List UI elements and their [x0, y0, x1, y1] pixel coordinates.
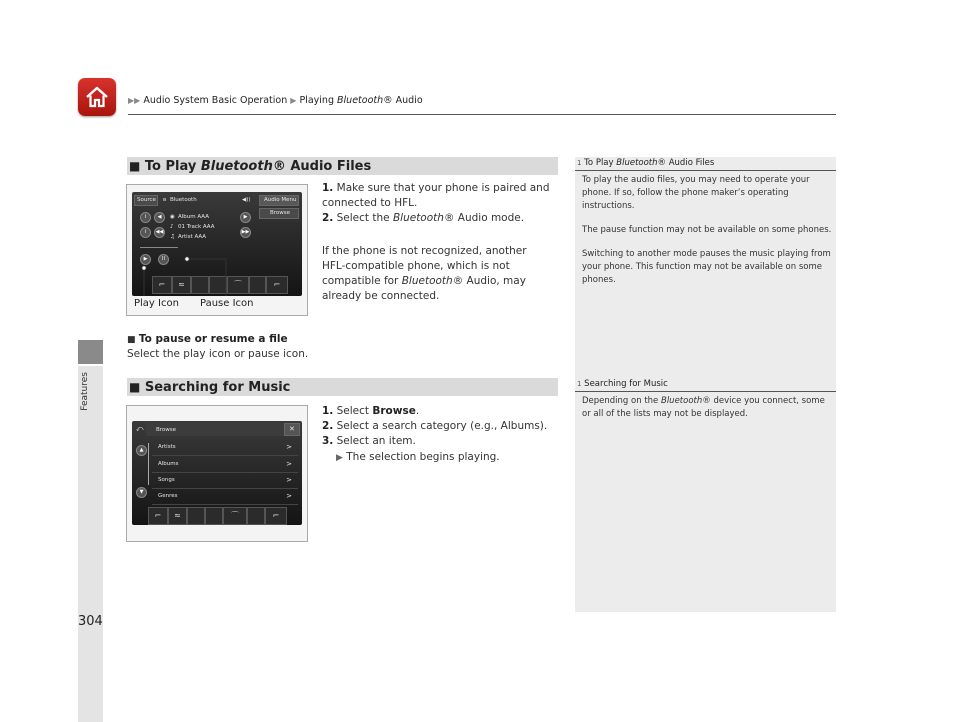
- step-text-post: ® Audio mode.: [443, 212, 525, 224]
- skip-back-icon[interactable]: ◀◀: [154, 227, 165, 238]
- callout-lines: [126, 255, 236, 300]
- subheading-pause-resume: [127, 332, 288, 348]
- arrow-icon: ▶: [336, 453, 343, 463]
- car-button[interactable]: ⌒: [223, 507, 247, 525]
- close-icon: ✕: [289, 425, 295, 433]
- step-text: Make sure that your phone is paired and connected to HFL.: [322, 182, 550, 209]
- header-rule: [128, 114, 836, 115]
- note-paragraph: Switching to another mode pauses the music playing from your phone. This function may not be available on some phones.: [582, 249, 831, 285]
- square-bullet-icon: ■: [129, 159, 141, 173]
- blank-button[interactable]: [247, 507, 265, 525]
- pause-icon-callout: Pause Icon: [200, 298, 254, 309]
- info-icon[interactable]: i: [140, 212, 151, 223]
- step-number: 1.: [322, 182, 334, 194]
- chevron-right-icon: >: [286, 492, 292, 500]
- list-item[interactable]: [152, 439, 298, 456]
- fan-button[interactable]: ≈: [172, 276, 191, 294]
- note-icon: 1: [577, 159, 582, 167]
- browse-screen: [132, 421, 302, 525]
- back-icon[interactable]: ⤺: [136, 425, 144, 433]
- step-number: 3.: [322, 435, 334, 447]
- step-text: Select a search category (e.g., Albums).: [336, 420, 548, 432]
- source-label: Source: [137, 197, 156, 203]
- track-name: 01 Track AAA: [178, 224, 215, 230]
- breadcrumb: [128, 95, 423, 106]
- step-2: [322, 211, 552, 226]
- note-paragraph: The pause function may not be available on some phones.: [582, 225, 832, 235]
- para-em: Bluetooth: [401, 275, 453, 287]
- chapter-label: Features: [80, 372, 90, 411]
- step-text-post: .: [415, 405, 420, 417]
- chevron-right-icon: >: [286, 443, 292, 451]
- breadcrumb-item-suffix: ® Audio: [383, 95, 423, 106]
- list-item[interactable]: [152, 456, 298, 473]
- home-button[interactable]: [78, 78, 116, 116]
- step-text-bold: Browse: [372, 405, 416, 417]
- home-icon: [84, 84, 110, 110]
- list-item[interactable]: [152, 488, 298, 505]
- chapter-strip: [78, 366, 103, 722]
- breadcrumb-item[interactable]: Audio System Basic Operation: [143, 95, 288, 106]
- seat-left-button[interactable]: ⌐: [152, 276, 172, 294]
- car-button[interactable]: ⌒: [227, 276, 249, 294]
- chapter-tab[interactable]: [78, 340, 103, 364]
- section-title: Searching for Music: [144, 380, 291, 395]
- scroll-down-icon[interactable]: ▼: [136, 487, 147, 498]
- step-text-em: Bluetooth: [392, 212, 444, 224]
- note-body-pre: Depending on the: [582, 396, 661, 406]
- para-post: ® Audio, may already be connected.: [322, 275, 526, 302]
- section-title-post: ® Audio Files: [272, 159, 372, 174]
- step-number: 2.: [322, 212, 334, 224]
- bluetooth-label: Bluetooth: [170, 197, 197, 203]
- page-number: 304: [78, 614, 103, 629]
- step-text-pre: Select: [336, 405, 373, 417]
- note-head-post: ® Audio Files: [657, 158, 715, 168]
- browse-label: Browse: [270, 210, 291, 216]
- step-result: [336, 450, 556, 466]
- note-body-search: [582, 395, 832, 421]
- note-head-em: Bluetooth: [616, 158, 658, 168]
- note-paragraph: [322, 244, 550, 304]
- step-1: [322, 404, 552, 419]
- section-title-pre: To Play: [144, 159, 201, 174]
- breadcrumb-item[interactable]: Playing: [299, 95, 338, 106]
- repeat-icon[interactable]: i: [140, 227, 151, 238]
- list-item-label: Genres: [158, 493, 178, 499]
- play-icon-callout: Play Icon: [134, 298, 179, 309]
- note-icon: 1: [577, 380, 582, 388]
- step-number: 1.: [322, 405, 334, 417]
- fan-button[interactable]: ≈: [168, 507, 187, 525]
- section-heading-play-bluetooth: [127, 157, 558, 175]
- note-head-pre: To Play: [584, 158, 617, 168]
- artist-icon: ♫: [170, 234, 175, 240]
- list-item-label: Artists: [158, 444, 176, 450]
- note-head-text: Searching for Music: [584, 379, 668, 389]
- breadcrumb-arrow-icon: ▶: [290, 96, 297, 105]
- section-title-em: Bluetooth: [200, 159, 273, 174]
- note-body-post: ® device you connect, some or all of the lists may not be displayed.: [582, 396, 825, 419]
- section-heading-searching: [127, 378, 558, 396]
- chevron-right-icon: >: [286, 460, 292, 468]
- browse-title: Browse: [156, 427, 177, 433]
- note-paragraph: To play the audio files, you may need to operate your phone. If so, follow the phone maker’s operating instructions.: [582, 175, 810, 211]
- square-bullet-icon: ■: [127, 335, 136, 345]
- step-text: Select an item.: [336, 435, 416, 447]
- list-item-label: Songs: [158, 477, 175, 483]
- subheading-body: Select the play icon or pause icon.: [127, 348, 309, 360]
- audio-menu-label: Audio Menu: [264, 197, 297, 203]
- volume-icon: ◀)): [242, 197, 251, 203]
- note-body-em: Bluetooth: [660, 396, 703, 406]
- pause-icon[interactable]: II: [158, 254, 169, 265]
- album-icon: ◉: [170, 214, 175, 220]
- step-2: [322, 419, 552, 434]
- list-item[interactable]: [152, 472, 298, 489]
- step-text-pre: Select the: [336, 212, 393, 224]
- seat-left-button[interactable]: ⌐: [148, 507, 168, 525]
- scrollbar[interactable]: [148, 443, 149, 485]
- breadcrumb-item-em: Bluetooth: [337, 95, 384, 106]
- step-result-text: The selection begins playing.: [346, 451, 500, 463]
- blank-button[interactable]: [205, 507, 223, 525]
- breadcrumb-arrow-icon: ▶▶: [128, 96, 141, 105]
- note-heading-play: [575, 158, 836, 171]
- list-item-label: Albums: [158, 461, 179, 467]
- blank-button[interactable]: [187, 507, 205, 525]
- seat-right-button[interactable]: ⌐: [266, 276, 288, 294]
- bluetooth-icon: ʙ: [163, 197, 167, 203]
- blank-button[interactable]: [249, 276, 266, 294]
- step-1: [322, 181, 552, 211]
- note-heading-search: [575, 379, 836, 392]
- scroll-up-icon[interactable]: ▲: [136, 445, 147, 456]
- seat-right-button[interactable]: ⌐: [265, 507, 287, 525]
- subheading-text: To pause or resume a file: [138, 333, 288, 345]
- note-body-play: [582, 174, 832, 298]
- track-icon: ♪: [170, 224, 174, 230]
- prev-folder-icon[interactable]: ◀: [154, 212, 165, 223]
- next-folder-icon[interactable]: ▶: [240, 212, 251, 223]
- play-icon[interactable]: ▶: [140, 254, 151, 265]
- chevron-right-icon: >: [286, 476, 292, 484]
- album-name: Album AAA: [178, 214, 209, 220]
- square-bullet-icon: ■: [129, 380, 141, 394]
- para-pre: If the phone is not recognized, another HFL-compatible phone, which is not compatible for: [322, 245, 527, 287]
- skip-forward-icon[interactable]: ▶▶: [240, 227, 251, 238]
- step-number: 2.: [322, 420, 334, 432]
- progress-bar: [140, 247, 178, 248]
- step-3: [322, 434, 552, 449]
- artist-name: Artist AAA: [178, 234, 207, 240]
